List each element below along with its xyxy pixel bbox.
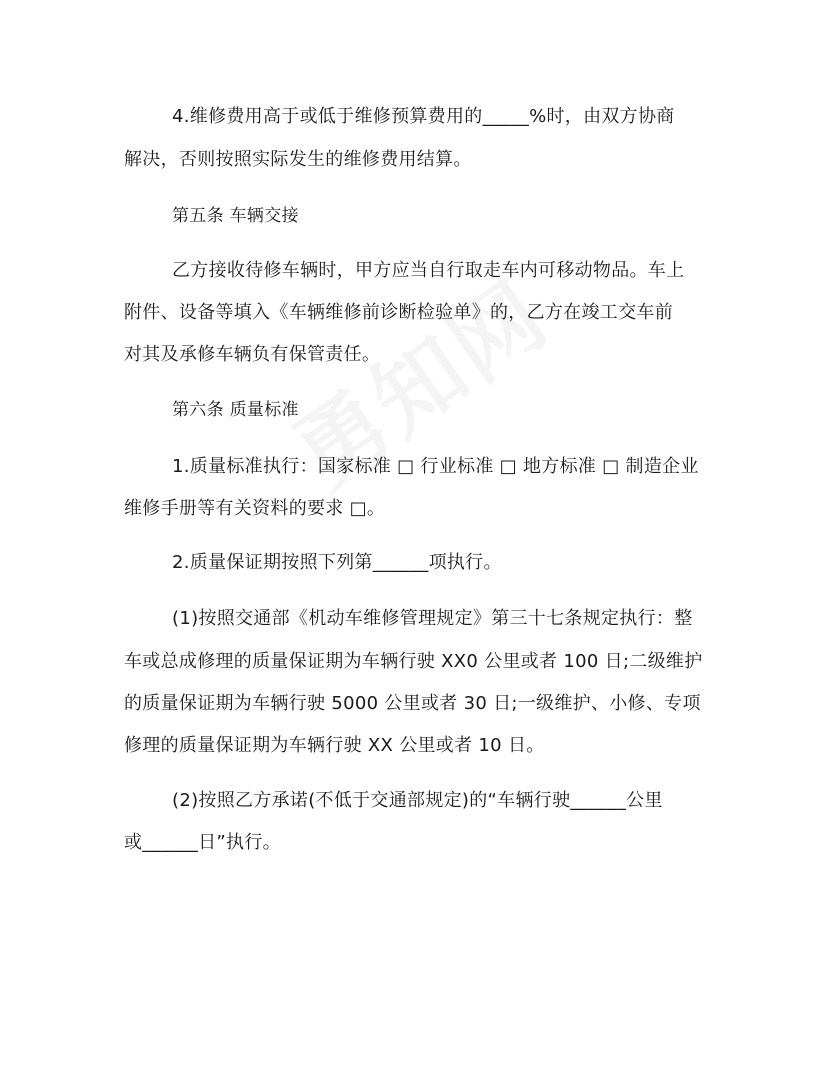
article-5-line-1: 乙方接收待修车辆时，甲方应当自行取走车内可移动物品。车上 (172, 260, 685, 281)
article-6-sub-1-line-3: 的质量保证期为车辆行驶 5000 公里或者 30 日;一级维护、小修、专项 (124, 693, 701, 714)
article-6-item-2: 2.质量保证期按照下列第______项执行。 (172, 552, 502, 573)
article-6-item-1-line-2: 维修手册等有关资料的要求 □。 (124, 498, 386, 519)
article-6-sub-1-line-1: (1)按照交通部《机动车维修管理规定》第三十七条规定执行：整 (172, 608, 693, 629)
article-6-sub-2-line-1: (2)按照乙方承诺(不低于交通部规定)的“车辆行驶______公里 (172, 790, 663, 811)
article-6-sub-1-line-2: 车或总成修理的质量保证期为车辆行驶 XX0 公里或者 100 日;二级维护 (124, 651, 703, 672)
article-6-sub-1-line-4: 修理的质量保证期为车辆行驶 XX 公里或者 10 日。 (124, 735, 545, 756)
article-5-line-2: 附件、设备等填入《车辆维修前诊断检验单》的，乙方在竣工交车前 (124, 302, 673, 323)
article-5-line-3: 对其及承修车辆负有保管责任。 (124, 344, 381, 365)
watermark (264, 234, 636, 586)
article-6-sub-2-line-2: 或______日”执行。 (124, 832, 281, 853)
article-6-item-1-line-1: 1.质量标准执行：国家标准 □ 行业标准 □ 地方标准 □ 制造企业 (172, 456, 699, 477)
clause-4-line-1: 4.维修费用高于或低于维修预算费用的_____%时，由双方协商 (172, 106, 675, 127)
article-5-heading: 第五条 车辆交接 (172, 206, 299, 226)
article-6-heading: 第六条 质量标准 (172, 400, 299, 420)
clause-4-line-2: 解决，否则按照实际发生的维修费用结算。 (124, 149, 472, 170)
